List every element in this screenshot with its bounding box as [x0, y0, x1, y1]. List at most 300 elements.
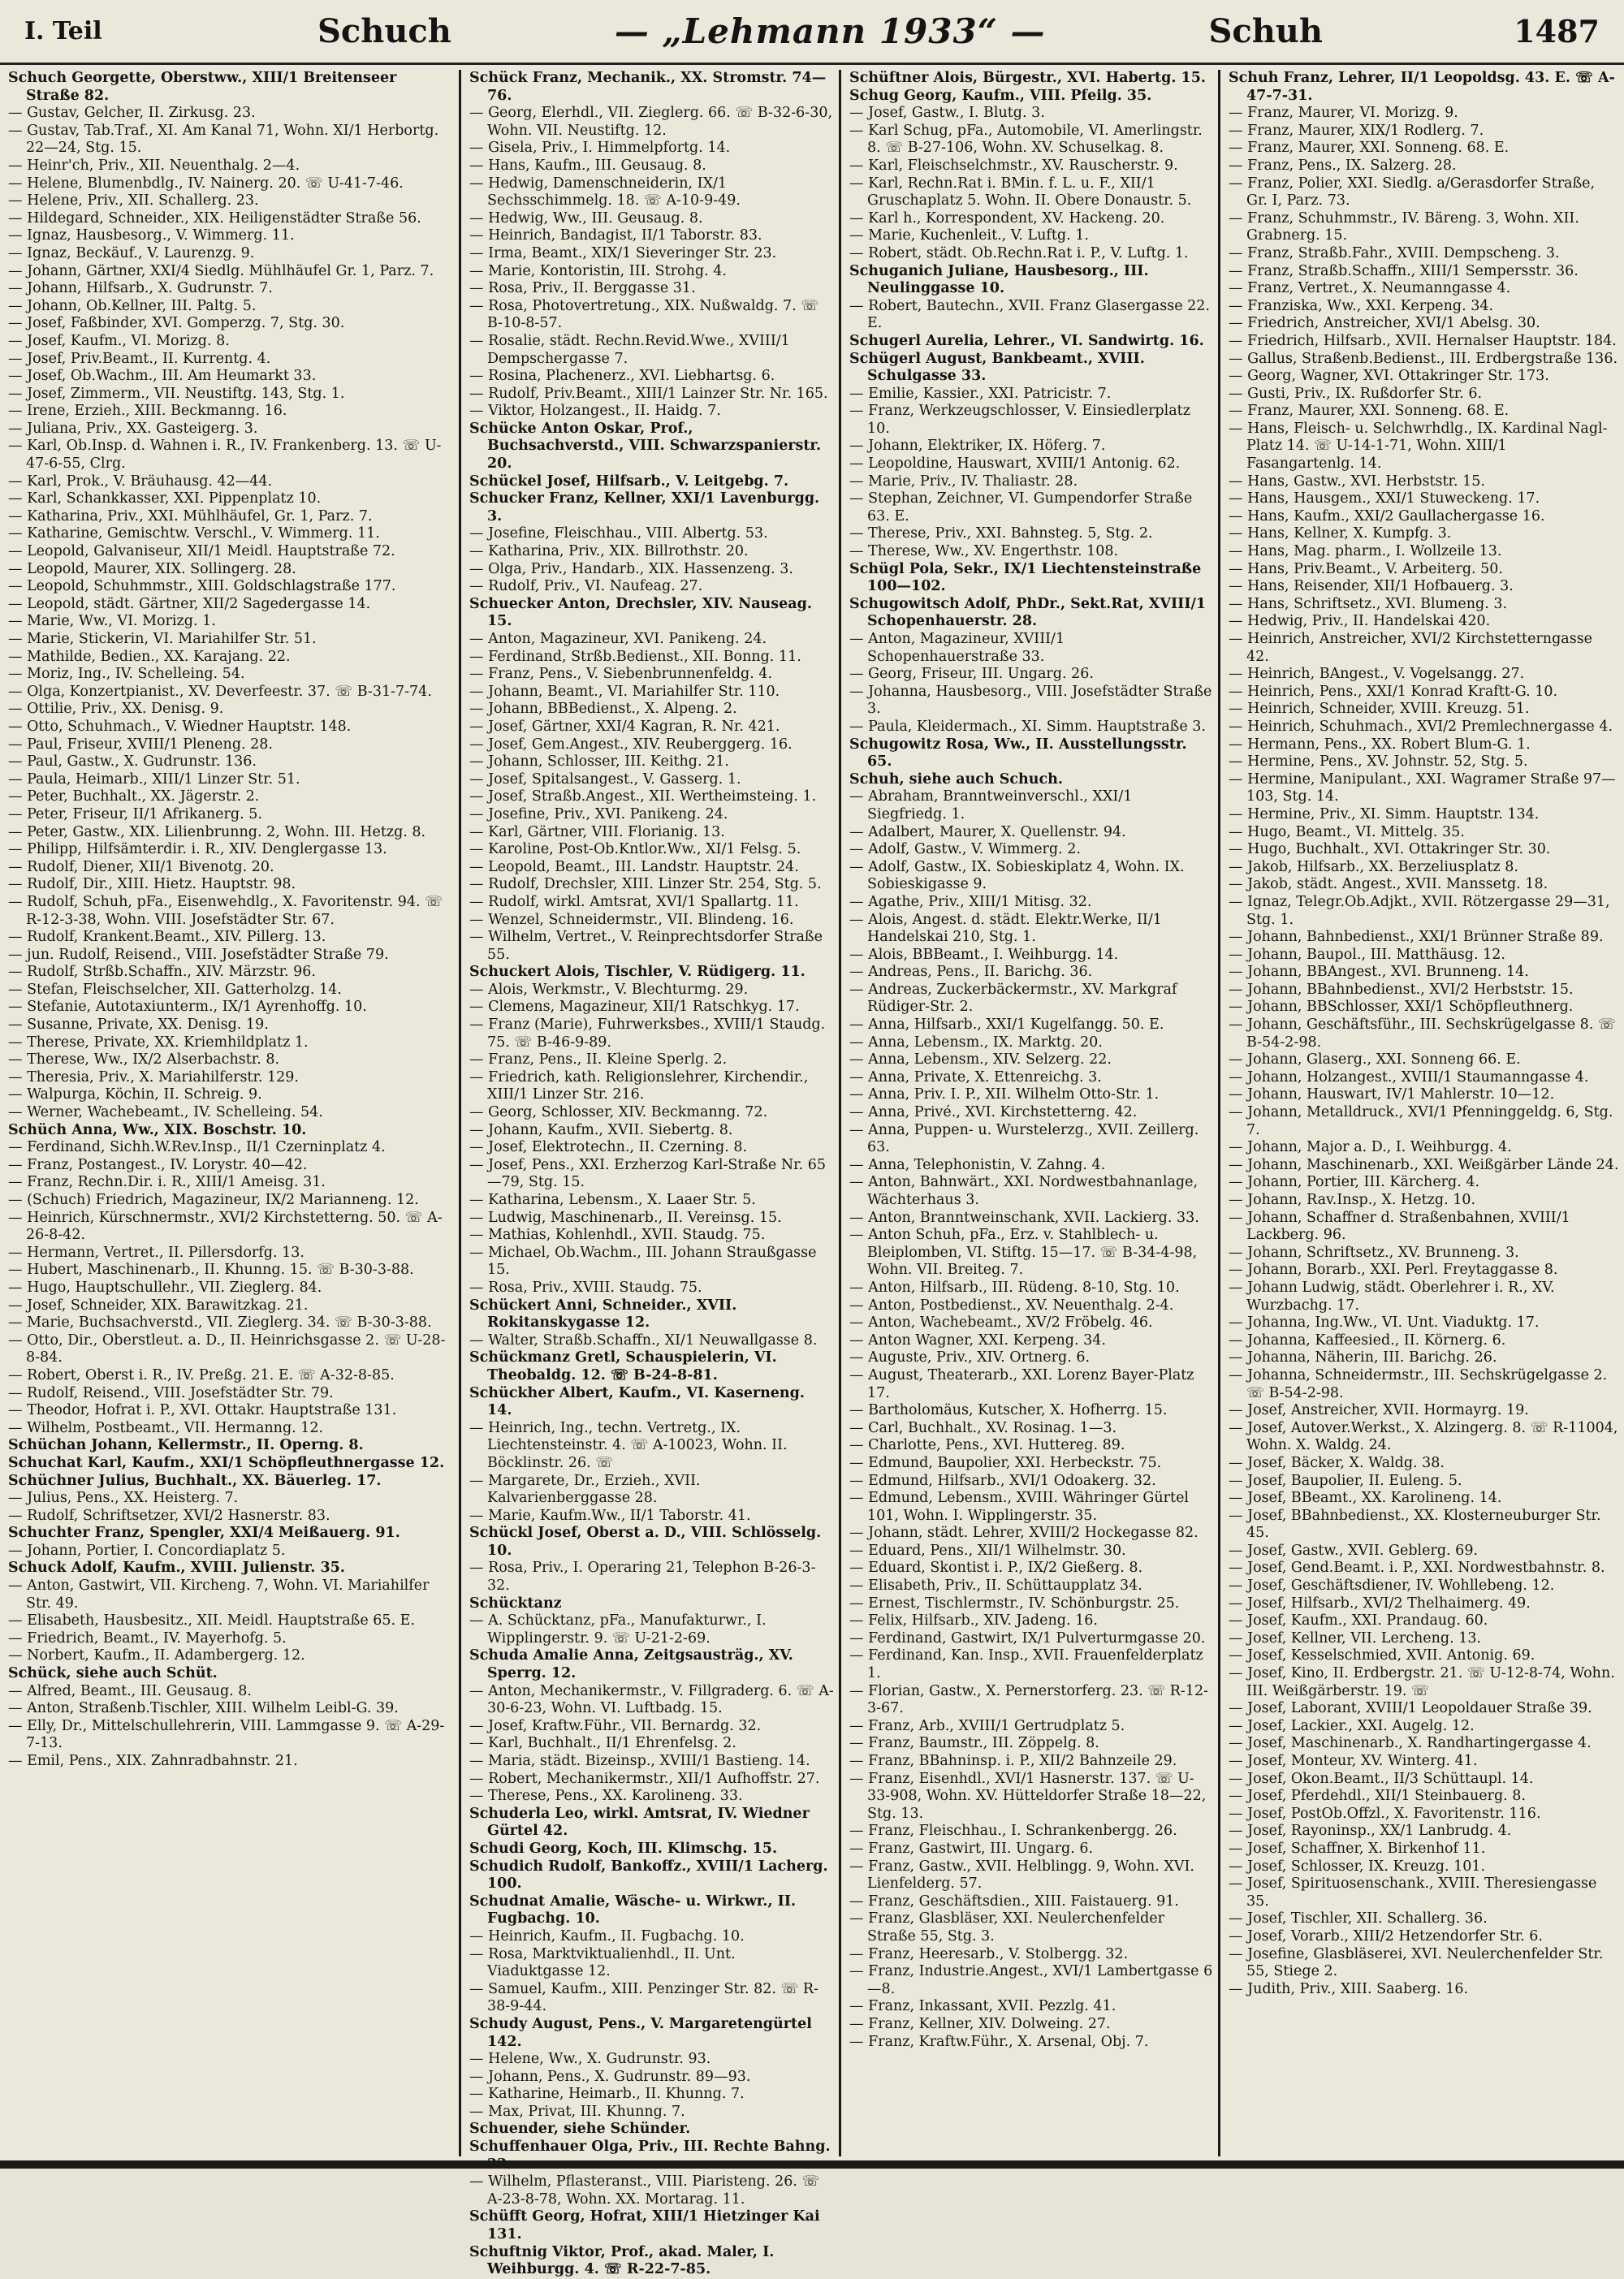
- directory-entry: — Edmund, Lebensm., XVIII. Währinger Gürtel 101, Wohn. I. Wipplingerstr. 35.: [849, 1490, 1190, 1524]
- directory-entry: — Karoline, Post-Ob.Kntlor.Ww., XI/1 Felsg. 5.: [469, 841, 801, 858]
- directory-entry: — Gisela, Priv., I. Himmelpfortg. 14.: [469, 140, 731, 157]
- directory-entry: — Karl, Ob.Insp. d. Wahnen i. R., IV. Frankenberg. 13. ☏ U-47-6-55, Clrg.: [8, 438, 442, 473]
- directory-entry: — Hedwig, Damenschneiderin, IX/1 Sechsschimmelg. 18. ☏ A-10-9-49.: [469, 175, 741, 209]
- directory-entry: — Elly, Dr., Mittelschullehrerin, VIII. Lammgasse 9. ☏ A-29-7-13.: [8, 1717, 445, 1752]
- directory-entry: — Josef, Gem.Angest., XIV. Reuberggerg. 16.: [469, 736, 793, 753]
- directory-entry: — Anna, Hilfsarb., XXI/1 Kugelfangg. 50. E.: [849, 1016, 1164, 1034]
- directory-entry: — Franz, Vertret., X. Neumanngasse 4.: [1229, 280, 1511, 297]
- directory-entry: Schüftner Alois, Bürgestr., XVI. Habertg. 15.: [849, 70, 1206, 86]
- directory-entry: — Josef, Gastw., XVII. Geblerg. 69.: [1229, 1542, 1479, 1559]
- directory-entry: — Josef, Zimmerm., VII. Neustiftg. 143, Stg. 1.: [8, 385, 345, 402]
- directory-entry: Schudy August, Pens., V. Margaretengürtel 142.: [469, 2015, 812, 2050]
- directory-entry: — Johann, Hauswart, IV/1 Mahlerstr. 10—12.: [1229, 1086, 1555, 1103]
- directory-entry: — Franz, Geschäftsdien., XIII. Faistauerg. 91.: [849, 1893, 1179, 1910]
- directory-entry: Schuck Adolf, Kaufm., XVIII. Julienstr. 35.: [8, 1560, 345, 1577]
- directory-entry: — Mathilde, Bedien., XX. Karajang. 22.: [8, 648, 291, 665]
- directory-entry: — Agathe, Priv., XIII/1 Mitisg. 32.: [849, 893, 1092, 910]
- directory-entry: — Ignaz, Telegr.Ob.Adjkt., XVII. Rötzergasse 29—31, Stg. 1.: [1229, 893, 1610, 928]
- directory-entry: — Johann, Maschinenarb., XXI. Weißgärber Lände 24.: [1229, 1156, 1619, 1173]
- directory-entry: — Stefanie, Autotaxiunterm., IX/1 Ayrenhoffg. 10.: [8, 999, 367, 1016]
- running-title: — „Lehmann 1933“ —: [614, 11, 1046, 51]
- directory-entry: — Rosa, Priv., XVIII. Staudg. 75.: [469, 1279, 702, 1296]
- directory-entry: — Ignaz, Hausbesorg., V. Wimmerg. 11.: [8, 227, 295, 244]
- part-label: I. Teil: [24, 17, 102, 45]
- directory-entry: Schuffenhauer Olga, Priv., III. Rechte Bahng.: [469, 2139, 831, 2156]
- directory-entry: — Josefine, Priv., XVI. Panikeng. 24.: [469, 805, 728, 822]
- directory-entry: — Johann, BBAngest., XVI. Brunneng. 14.: [1229, 964, 1529, 981]
- directory-entry: — Josef, Pferdehdl., XII/1 Steinbauerg. 8.: [1229, 1788, 1526, 1805]
- directory-entry: — Robert, Oberst i. R., IV. Preßg. 21. E. ☏ A-32-8-85.: [8, 1366, 395, 1383]
- directory-entry: — Josef, Maschinenarb., X. Randhartingergasse 4.: [1229, 1735, 1592, 1752]
- directory-entry: Schüchan Johann, Kellermstr., II. Operng. 8.: [8, 1437, 364, 1454]
- directory-entry: — Heinrich, BAngest., V. Vogelsangg. 27.: [1229, 666, 1525, 683]
- directory-entry: — Johanna, Schneidermstr., III. Sechskrügelgasse 2. ☏ B-54-2-98.: [1229, 1366, 1608, 1401]
- directory-entry: — Alois, BBBeamt., I. Weihburgg. 14.: [849, 946, 1119, 963]
- page-header: [0, 0, 1624, 65]
- directory-entry: — Friedrich, Beamt., IV. Mayerhofg. 5.: [8, 1629, 287, 1647]
- directory-entry: — Rudolf, Krankent.Beamt., XIV. Pillerg. 13.: [8, 929, 326, 946]
- directory-entry: Schuecker Anton, Drechsler, XIV. Nauseag. 15.: [469, 595, 812, 630]
- directory-entry: Schücktanz: [469, 1595, 562, 1612]
- directory-entry: — Paula, Heimarb., XIII/1 Linzer Str. 51.: [8, 770, 300, 788]
- directory-entry: — Stefan, Fleischselcher, XII. Gatterholzg. 14.: [8, 981, 342, 998]
- directory-entry: — Marie, Ww., VI. Morizg. 1.: [8, 613, 216, 630]
- directory-entry: — Johann, BBSchlosser, XXI/1 Schöpfleuthnerg.: [1229, 999, 1574, 1016]
- directory-entry: — Irene, Erzieh., XIII. Beckmanng. 16.: [8, 403, 287, 420]
- directory-entry: — Wenzel, Schneidermstr., VII. Blindeng. 16.: [469, 911, 794, 928]
- directory-entry: — Leopold, Beamt., III. Landstr. Hauptstr. 24.: [469, 858, 799, 875]
- directory-entry: — Max, Privat, III. Khunng. 7.: [469, 2103, 685, 2120]
- directory-entry: — Hans, Hausgem., XXI/1 Stuweckeng. 17.: [1229, 490, 1540, 507]
- directory-entry: — Helene, Blumenbdlg., IV. Nainerg. 20. ☏ U-41-7-46.: [8, 175, 404, 192]
- directory-entry: — Franz, Maurer, VI. Morizg. 9.: [1229, 105, 1458, 122]
- directory-entry: — Anton, Mechanikermstr., V. Fillgraderg. 6. ☏ A-30-6-23, Wohn. VI. Luftbadg. 15.: [469, 1682, 834, 1717]
- directory-entry: — Anton, Gastwirt, VII. Kircheng. 7, Wohn. VI. Mariahilfer Str. 49.: [8, 1578, 430, 1612]
- directory-entry: — Anton, Hilfsarb., III. Rüdeng. 8-10, Stg. 10.: [849, 1279, 1180, 1296]
- directory-columns: [0, 70, 1624, 2278]
- directory-entry: — Heinrich, Schuhmach., XVI/2 Premlechnergasse 4.: [1229, 718, 1613, 735]
- directory-entry: — Franz, Kellner, XIV. Dolweing. 27.: [849, 2015, 1111, 2032]
- directory-entry: Schuderla Leo, wirkl. Amtsrat, IV. Wiedner Gürtel 42.: [469, 1805, 810, 1840]
- directory-entry: — Josef, Spirituosenschank., XVIII. Theresiengasse 35.: [1229, 1875, 1597, 1910]
- directory-entry: — Josef, Faßbinder, XVI. Gomperzg. 7, Stg. 30.: [8, 315, 345, 332]
- directory-entry: Schuender, siehe Schünder.: [469, 2121, 691, 2138]
- directory-entry: — Johann, Metalldruck., XVI/1 Pfenninggeldg. 6, Stg. 7.: [1229, 1104, 1613, 1138]
- directory-entry: — Franz, Glasbläser, XXI. Neulerchenfelder Straße 55, Stg. 3.: [849, 1910, 1165, 1944]
- directory-entry: Schuchat Karl, Kaufm., XXI/1 Schöpfleuthnergasse 12.: [8, 1454, 445, 1471]
- directory-entry: — Hans, Kaufm., XXI/2 Gaullachergasse 16.: [1229, 507, 1545, 524]
- directory-entry: — Heinrich, Ing., techn. Vertretg., IX. Liechtensteinstr. 4. ☏ A-10023, Wohn. II. Böcklinstr. 26. ☏: [469, 1419, 788, 1471]
- directory-entry: — Therese, Pens., XX. Karolineng. 33.: [469, 1788, 743, 1805]
- column-4: [1220, 70, 1624, 2160]
- directory-entry: — Theodor, Hofrat i. P., XVI. Ottakr. Hauptstraße 131.: [8, 1402, 397, 1419]
- directory-entry: — Hugo, Beamt., VI. Mittelg. 35.: [1229, 823, 1465, 840]
- directory-entry: Schückert Anni, Schneider., XVII. Rokitanskygasse 12.: [469, 1297, 737, 1332]
- directory-entry: — Hubert, Maschinenarb., II. Khunng. 15. ☏ B-30-3-88.: [8, 1262, 414, 1279]
- directory-entry: — Marie, Kontoristin, III. Strohg. 4.: [469, 262, 727, 279]
- directory-entry: — Johann, Ob.Kellner, III. Paltg. 5.: [8, 297, 257, 314]
- directory-entry: — Ludwig, Maschinenarb., II. Vereinsg. 15.: [469, 1209, 782, 1226]
- directory-entry: — Eduard, Pens., XII/1 Wilhelmstr. 30.: [849, 1542, 1126, 1559]
- column-3: [841, 70, 1218, 2160]
- directory-entry: — Johann, Borarb., XXI. Perl. Freytaggasse 8.: [1229, 1262, 1558, 1279]
- directory-entry: — Wilhelm, Pflasteranst., VIII. Piaristeng. 26. ☏ A-23-8-78, Wohn. XX. Mortarag. 11.: [469, 2173, 820, 2208]
- directory-entry: — Rudolf, Priv., VI. Naufeag. 27.: [469, 578, 703, 595]
- directory-entry: — Johann, Schriftsetz., XV. Brunneng. 3.: [1229, 1244, 1519, 1261]
- directory-entry: — Gustav, Gelcher, II. Zirkusg. 23.: [8, 105, 256, 122]
- directory-entry: — (Schuch) Friedrich, Magazineur, IX/2 Marianneng. 12.: [8, 1192, 419, 1208]
- directory-entry: — Johann, Major a. D., I. Weihburgg. 4.: [1229, 1139, 1512, 1156]
- directory-entry: — Franz (Marie), Fuhrwerksbes., XVIII/1 Staudg. 75. ☏ B-46-9-89.: [469, 1016, 826, 1051]
- directory-entry: — Johann, Pens., X. Gudrunstr. 89—93.: [469, 2068, 751, 2085]
- directory-entry: — Juliana, Priv., XX. Gasteigerg. 3.: [8, 420, 258, 437]
- directory-entry: — Georg, Wagner, XVI. Ottakringer Str. 173.: [1229, 368, 1549, 385]
- directory-entry: Schüchner Julius, Buchhalt., XX. Bäuerleg. 17.: [8, 1472, 382, 1489]
- directory-entry: — Josef, Straßb.Angest., XII. Wertheimsteing. 1.: [469, 788, 817, 805]
- directory-entry: — Peter, Gastw., XIX. Lilienbrunng. 2, Wohn. III. Hetzg. 8.: [8, 823, 426, 840]
- directory-entry: — Rosalie, städt. Rechn.Revid.Wwe., XVIII/1 Dempschergasse 7.: [469, 332, 790, 367]
- directory-entry: — Leopold, Galvaniseur, XII/1 Meidl. Hauptstraße 72.: [8, 543, 395, 560]
- directory-entry: — Karl Schug, pFa., Automobile, VI. Amerlingstr. 8. ☏ B-27-106, Wohn. XV. Schuselkag. 8.: [849, 122, 1203, 157]
- directory-entry: — Hans, Priv.Beamt., V. Arbeiterg. 50.: [1229, 560, 1503, 577]
- directory-entry: — Olga, Priv., Handarb., XIX. Hassenzeng. 3.: [469, 560, 793, 577]
- directory-entry: — Otto, Dir., Oberstleut. a. D., II. Heinrichsgasse 2. ☏ U-28-8-84.: [8, 1332, 446, 1366]
- directory-entry: Schückl Josef, Oberst a. D., VIII. Schlösselg. 10.: [469, 1525, 822, 1559]
- directory-entry: — Hans, Mag. pharm., I. Wollzeile 13.: [1229, 543, 1502, 560]
- directory-entry: — Leopold, Schuhmmstr., XIII. Goldschlagstraße 177.: [8, 578, 396, 595]
- directory-entry: — Georg, Elerhdl., VII. Zieglerg. 66. ☏ B-32-6-30, Wohn. VII. Neustiftg. 12.: [469, 105, 833, 139]
- directory-entry: — Rosina, Plachenerz., XVI. Liebhartsg. 6.: [469, 368, 775, 385]
- directory-entry: — Franz, Pens., V. Siebenbrunnenfeldg. 4.: [469, 666, 773, 683]
- directory-entry: — Rudolf, Diener, XII/1 Bivenotg. 20.: [8, 858, 274, 875]
- directory-entry: Schückmanz Gretl, Schauspielerin, VI. Theobaldg. 12. ☏ B-24-8-81.: [469, 1349, 777, 1383]
- directory-entry: — Johann, Schlosser, III. Keithg. 21.: [469, 753, 729, 770]
- directory-entry: — Franz, Fleischhau., I. Schrankenbergg. 26.: [849, 1823, 1177, 1840]
- directory-entry: — Friedrich, kath. Religionslehrer, Kirchendir., XIII/1 Linzer Str. 216.: [469, 1068, 809, 1103]
- directory-entry: — Johann, Gärtner, XXI/4 Siedlg. Mühlhäufel Gr. 1, Parz. 7.: [8, 262, 434, 279]
- directory-entry: — Josef, Elektrotechn., II. Czerning. 8.: [469, 1139, 748, 1156]
- directory-entry: — Theresia, Priv., X. Mariahilferstr. 129.: [8, 1068, 299, 1086]
- directory-entry: — Josef, PostOb.Offzl., X. Favoritenstr. 116.: [1229, 1805, 1541, 1822]
- directory-entry: — Georg, Schlosser, XIV. Beckmanng. 72.: [469, 1104, 768, 1121]
- directory-entry: — Ignaz, Beckäuf., V. Laurenzg. 9.: [8, 244, 255, 261]
- directory-entry: — Josef, Kino, II. Erdbergstr. 21. ☏ U-12-8-74, Wohn. III. Weißgärberstr. 19. ☏: [1229, 1665, 1615, 1699]
- directory-entry: — Hans, Kaufm., III. Geusaug. 8.: [469, 157, 706, 174]
- column-1: [0, 70, 459, 2160]
- directory-entry: — Franz, Inkassant, XVII. Pezzlg. 41.: [849, 1998, 1116, 2015]
- directory-entry: — Franz, Gastw., XVII. Helblingg. 9, Wohn. XVI. Lienfelderg. 57.: [849, 1858, 1194, 1893]
- directory-entry: — Josef, Okon.Beamt., II/3 Schüttaupl. 14.: [1229, 1770, 1534, 1787]
- directory-entry: Schudnat Amalie, Wäsche- u. Wirkwr., II. Fugbachg. 10.: [469, 1893, 797, 1927]
- directory-entry: — Franz, Pens., IX. Salzerg. 28.: [1229, 157, 1457, 174]
- directory-entry: — Franz, Maurer, XIX/1 Rodlerg. 7.: [1229, 122, 1484, 139]
- directory-entry: — Auguste, Priv., XIV. Ortnerg. 6.: [849, 1349, 1091, 1366]
- directory-entry: — Josef, Ob.Wachm., III. Am Heumarkt 33.: [8, 368, 317, 385]
- directory-entry: — Josef, Schlosser, IX. Kreuzg. 101.: [1229, 1858, 1486, 1875]
- directory-entry: — Marie, Buchsachverstd., VII. Zieglerg. 34. ☏ B-30-3-88.: [8, 1314, 432, 1332]
- directory-entry: — Anna, Priv. I. P., XII. Wilhelm Otto-Str. 1.: [849, 1086, 1160, 1103]
- directory-entry: — Michael, Ob.Wachm., III. Johann Straußgasse 15.: [469, 1244, 817, 1279]
- directory-entry: — Johann, Kaufm., XVII. Siebertg. 8.: [469, 1121, 733, 1138]
- directory-entry: — Paul, Friseur, XVIII/1 Pleneng. 28.: [8, 736, 273, 753]
- directory-entry: — Josef, Gastw., I. Blutg. 3.: [849, 105, 1045, 122]
- directory-entry: — Josef, Pens., XXI. Erzherzog Karl-Straße Nr. 65—79, Stg. 15.: [469, 1156, 827, 1191]
- directory-entry: — Hans, Schriftsetz., XVI. Blumeng. 3.: [1229, 595, 1508, 612]
- directory-entry: Schück, siehe auch Schüt.: [8, 1665, 218, 1682]
- directory-entry: — Georg, Friseur, III. Ungarg. 26.: [849, 666, 1094, 683]
- directory-entry: — Emil, Pens., XIX. Zahnradbahnstr. 21.: [8, 1753, 298, 1769]
- directory-entry: — Susanne, Private, XX. Denisg. 19.: [8, 1016, 269, 1034]
- directory-entry: — Heinrich, Kaufm., II. Fugbachg. 10.: [469, 1927, 745, 1944]
- directory-entry: — Rosa, Priv., I. Operaring 21, Telephon B-26-3-32.: [469, 1560, 816, 1595]
- directory-entry: — Therese, Ww., XV. Engerthstr. 108.: [849, 543, 1119, 560]
- directory-entry: — Adolf, Gastw., V. Wimmerg. 2.: [849, 841, 1081, 858]
- directory-entry: — Walter, Straßb.Schaffn., XI/1 Neuwallgasse 8.: [469, 1332, 818, 1349]
- directory-entry: — Irma, Beamt., XIX/1 Sieveringer Str. 23.: [469, 244, 777, 261]
- directory-entry: Schuftnig Viktor, Prof., akad. Maler, I. Weihburgg. 4. ☏ R-22-7-85.: [469, 2243, 775, 2278]
- directory-entry: — Franz, Heeresarb., V. Stolbergg. 32.: [849, 1945, 1129, 1962]
- directory-entry: — Felix, Hilfsarb., XIV. Jadeng. 16.: [849, 1612, 1098, 1629]
- directory-entry: — Charlotte, Pens., XVI. Huttereg. 89.: [849, 1437, 1125, 1454]
- directory-entry: — Adolf, Gastw., IX. Sobieskiplatz 4, Wohn. IX. Sobieskigasse 9.: [849, 858, 1185, 893]
- directory-entry: — Gusti, Priv., IX. Rußdorfer Str. 6.: [1229, 385, 1483, 402]
- directory-entry: Schugerl Aurelia, Lehrer., VI. Sandwirtg. 16.: [849, 332, 1204, 349]
- directory-entry: — Therese, Priv., XXI. Bahnsteg. 5, Stg. 2.: [849, 525, 1153, 542]
- directory-entry: — Elisabeth, Hausbesitz., XII. Meidl. Hauptstraße 65. E.: [8, 1612, 416, 1629]
- directory-entry: — Ferdinand, Strßb.Bedienst., XII. Bonng. 11.: [469, 648, 801, 665]
- directory-entry: — Karl, Schankkasser, XXI. Pippenplatz 10.: [8, 490, 322, 507]
- directory-entry: — Ottilie, Priv., XX. Denisg. 9.: [8, 701, 224, 718]
- directory-entry: — Anna, Private, X. Ettenreichg. 3.: [849, 1068, 1102, 1086]
- directory-entry: — Franz, Straßb.Fahr., XVIII. Dempscheng. 3.: [1229, 244, 1560, 261]
- directory-entry: Schugowitsch Adolf, PhDr., Sekt.Rat, XVIII/1 Schopenhauerstr. 28.: [849, 595, 1207, 630]
- directory-entry: Schuch Georgette, Oberstww., XIII/1 Breitenseer Straße 82.: [8, 70, 397, 104]
- directory-entry: Schuh Franz, Lehrer, II/1 Leopoldsg. 43. E. ☏ A-47-7-31.: [1229, 70, 1615, 104]
- directory-entry: — Katharina, Priv., XXI. Mühlhäufel, Gr. 1, Parz. 7.: [8, 507, 373, 524]
- directory-entry: — Hildegard, Schneider., XIX. Heiligenstädter Straße 56.: [8, 209, 421, 227]
- directory-entry: — Franz, Postangest., IV. Lorystr. 40—42.: [8, 1156, 308, 1173]
- directory-entry: Schuh, siehe auch Schuch.: [849, 770, 1063, 788]
- directory-entry: — Anton, Straßenb.Tischler, XIII. Wilhelm Leibl-G. 39.: [8, 1700, 399, 1717]
- directory-entry: — Johann, Holzangest., XVIII/1 Staumanngasse 4.: [1229, 1068, 1589, 1086]
- directory-entry: — Franz, Rechn.Dir. i. R., XIII/1 Ameisg. 31.: [8, 1174, 326, 1191]
- directory-entry: — Johann, Bahnbedienst., XXI/1 Brünner Straße 89.: [1229, 929, 1604, 946]
- directory-entry: — Werner, Wachebeamt., IV. Schelleing. 54.: [8, 1104, 323, 1121]
- directory-entry: — Alois, Werkmstr., V. Blechturmg. 29.: [469, 981, 749, 998]
- directory-entry: Schug Georg, Kaufm., VIII. Pfeilg. 35.: [849, 87, 1152, 104]
- directory-entry: — Friedrich, Hilfsarb., XVII. Hernalser Hauptstr. 184.: [1229, 332, 1617, 349]
- directory-entry: — Heinrich, Bandagist, II/1 Taborstr. 83.: [469, 227, 762, 244]
- directory-entry: — Olga, Konzertpianist., XV. Deverfeestr. 37. ☏ B-31-7-74.: [8, 683, 432, 700]
- directory-entry: — Walpurga, Köchin, II. Schreig. 9.: [8, 1086, 262, 1103]
- directory-entry: — Marie, Kaufm.Ww., II/1 Taborstr. 41.: [469, 1507, 751, 1524]
- directory-entry: — Anton Wagner, XXI. Kerpeng. 34.: [849, 1332, 1106, 1349]
- directory-entry: — Franz, Werkzeugschlosser, V. Einsiedlerplatz 10.: [849, 403, 1190, 437]
- directory-entry: — Heinrich, Schneider, XVIII. Kreuzg. 51.: [1229, 701, 1530, 718]
- directory-entry: — Josef, Autover.Werkst., X. Alzingerg. 8. ☏ R-11004, Wohn. X. Waldg. 24.: [1229, 1419, 1618, 1454]
- directory-entry: Schudich Rudolf, Bankoffz., XVIII/1 Lacherg. 100.: [469, 1858, 828, 1893]
- directory-entry: — Hans, Fleisch- u. Selchwrhdlg., IX. Kardinal Nagl-Platz 14. ☏ U-14-1-71, Wohn. XIII/1 Fasangartenlg. 14.: [1229, 420, 1608, 473]
- directory-entry: Schucker Franz, Kellner, XXI/1 Lavenburgg. 3.: [469, 490, 820, 524]
- directory-entry: — Emilie, Kassier., XXI. Patricistr. 7.: [849, 385, 1112, 402]
- directory-entry: Schücke Anton Oskar, Prof., Buchsachverstd., VIII. Schwarzspanierstr. 20.: [469, 420, 822, 473]
- directory-entry: Schuganich Juliane, Hausbesorg., III. Neulinggasse 10.: [849, 262, 1149, 297]
- directory-entry: — Rosa, Marktviktualienhdl., II. Unt. Viaduktgasse 12.: [469, 1945, 736, 1980]
- directory-entry: Schückel Josef, Hilfsarb., V. Leitgebg. 7.: [469, 473, 789, 490]
- directory-entry: — Heinrich, Kürschnermstr., XVI/2 Kirchstetterng. 50. ☏ A-26-8-42.: [8, 1209, 443, 1244]
- directory-entry: — Josef, Hilfsarb., XVI/2 Thelhaimerg. 49.: [1229, 1595, 1531, 1612]
- directory-entry: — Josef, Rayoninsp., XX/1 Lanbrudg. 4.: [1229, 1823, 1512, 1840]
- bottom-border: [0, 2160, 1624, 2169]
- directory-entry: — Franz, Schuhmmstr., IV. Bäreng. 3, Wohn. XII. Grabnerg. 15.: [1229, 209, 1579, 244]
- directory-entry: — Johanna, Kaffeesied., II. Körnerg. 6.: [1229, 1332, 1506, 1349]
- directory-entry: — Johann, BBBedienst., X. Alpeng. 2.: [469, 701, 737, 718]
- directory-entry: — Wilhelm, Vertret., V. Reinprechtsdorfer Straße 55.: [469, 929, 823, 963]
- directory-entry: — Josef, Kellner, VII. Lercheng. 13.: [1229, 1629, 1482, 1647]
- directory-entry: — Josef, Spitalsangest., V. Gasserg. 1.: [469, 770, 741, 788]
- directory-entry: — Robert, Bautechn., XVII. Franz Glasergasse 22. E.: [849, 297, 1210, 332]
- directory-entry: — Maria, städt. Bizeinsp., XVIII/1 Bastieng. 14.: [469, 1753, 810, 1769]
- directory-entry: — Marie, Kuchenleit., V. Luftg. 1.: [849, 227, 1089, 244]
- directory-entry: Schügerl August, Bankbeamt., XVIII. Schulgasse 33.: [849, 350, 1145, 385]
- directory-entry: — Josef, Baupolier, II. Euleng. 5.: [1229, 1472, 1462, 1489]
- directory-entry: — Marie, Stickerin, VI. Mariahilfer Str. 51.: [8, 631, 317, 647]
- directory-entry: — Josef, Kaufm., VI. Morizg. 8.: [8, 332, 230, 349]
- directory-entry: — Johann, Portier, III. Kärcherg. 4.: [1229, 1174, 1480, 1191]
- page-number: 1487: [1514, 13, 1600, 50]
- directory-entry: — Franz, Maurer, XXI. Sonneng. 68. E.: [1229, 140, 1510, 157]
- directory-entry: — jun. Rudolf, Reisend., VIII. Josefstädter Straße 79.: [8, 946, 389, 963]
- directory-entry: — Franz, Eisenhdl., XVI/1 Hasnerstr. 137. ☏ U-33-908, Wohn. XV. Hütteldorfer Straße 18—22, Stg. 13.: [849, 1770, 1207, 1822]
- directory-entry: — Johann, Geschäftsführ., III. Sechskrügelgasse 8. ☏ B-54-2-98.: [1229, 1016, 1616, 1051]
- directory-entry: — Andreas, Zuckerbäckermstr., XV. Markgraf Rüdiger-Str. 2.: [849, 981, 1177, 1016]
- directory-entry: — Edmund, Baupolier, XXI. Herbeckstr. 75.: [849, 1454, 1162, 1471]
- directory-entry: — Karl, Prok., V. Bräuhausg. 42—44.: [8, 473, 273, 490]
- directory-entry: — Franz, BBahninsp. i. P., XII/2 Bahnzeile 29.: [849, 1753, 1177, 1769]
- directory-entry: — Jakob, Hilfsarb., XX. Berzeliusplatz 8.: [1229, 858, 1518, 875]
- directory-entry: — Josef, Schaffner, X. Birkenhof 11.: [1229, 1840, 1486, 1857]
- directory-entry: Schüfft Georg, Hofrat, XIII/1 Hietzinger Kai 131.: [469, 2208, 820, 2243]
- directory-entry: — Peter, Friseur, II/1 Afrikanerg. 5.: [8, 805, 262, 822]
- directory-entry: — Robert, städt. Ob.Rechn.Rat i. P., V. Luftg. 1.: [849, 244, 1189, 261]
- directory-entry: — Franz, Arb., XVIII/1 Gertrudplatz 5.: [849, 1717, 1125, 1734]
- directory-entry: — Franz, Gastwirt, III. Ungarg. 6.: [849, 1840, 1094, 1857]
- directory-entry: Schuchter Franz, Spengler, XXI/4 Meißauerg. 91.: [8, 1525, 400, 1542]
- right-guide-word: Schuh: [1208, 12, 1323, 50]
- directory-entry: — Heinrich, Pens., XXI/1 Konrad Kraftt-G. 10.: [1229, 683, 1558, 700]
- directory-entry: Schügl Pola, Sekr., IX/1 Liechtensteinstraße 100—102.: [849, 560, 1202, 595]
- directory-entry: — Rudolf, Dir., XIII. Hietz. Hauptstr. 98.: [8, 876, 296, 893]
- directory-entry: — Johann, Rav.Insp., X. Hetzg. 10.: [1229, 1192, 1476, 1208]
- directory-entry: — Josef, Gärtner, XXI/4 Kagran, R. Nr. 421.: [469, 718, 780, 735]
- directory-entry: — Alois, Angest. d. städt. Elektr.Werke, II/1 Handelskai 210, Stg. 1.: [849, 911, 1162, 946]
- directory-entry: — Hermann, Vertret., II. Pillersdorfg. 13.: [8, 1244, 304, 1261]
- directory-entry: — Elisabeth, Priv., II. Schüttaupplatz 34.: [849, 1578, 1142, 1595]
- directory-entry: — Hermine, Priv., XI. Simm. Hauptstr. 134.: [1229, 805, 1540, 822]
- directory-entry: — Josef, Gend.Beamt. i. P., XXI. Nordwestbahnstr. 8.: [1229, 1560, 1605, 1577]
- directory-entry: — Rudolf, Reisend., VIII. Josefstädter Str. 79.: [8, 1384, 334, 1401]
- directory-entry: — Katharina, Lebensm., X. Laaer Str. 5.: [469, 1192, 756, 1208]
- directory-entry: — Rudolf, Schuh, pFa., Eisenwehdlg., X. Favoritenstr. 94. ☏ R-12-3-38, Wohn. VIII. Josefstädter Str. 67.: [8, 893, 443, 928]
- directory-entry: — Hermine, Manipulant., XXI. Wagramer Straße 97—103, Stg. 14.: [1229, 770, 1616, 805]
- directory-entry: — Johann, Portier, I. Concordiaplatz 5.: [8, 1542, 286, 1559]
- directory-entry: — Karl, Rechn.Rat i. BMin. f. L. u. F., XII/1 Gruschaplatz 5. Wohn. II. Obere Donaustr. 5.: [849, 175, 1192, 209]
- directory-entry: — Helene, Priv., XII. Schallerg. 23.: [8, 192, 259, 209]
- directory-entry: — Jakob, städt. Angest., XVII. Manssetg. 18.: [1229, 876, 1548, 893]
- directory-entry: — Anton, Postbedienst., XV. Neuenthalg. 2-4.: [849, 1297, 1174, 1314]
- directory-entry: — Ferdinand, Gastwirt, IX/1 Pulverturmgasse 20.: [849, 1629, 1206, 1647]
- directory-entry: — Franz, Pens., II. Kleine Sperlg. 2.: [469, 1051, 728, 1068]
- directory-entry: — Hans, Gastw., XVI. Herbststr. 15.: [1229, 473, 1485, 490]
- directory-entry: — Judith, Priv., XIII. Saaberg. 16.: [1229, 1980, 1469, 1997]
- directory-entry: — Franz, Industrie.Angest., XVI/1 Lambertgasse 6—8.: [849, 1963, 1213, 1997]
- directory-entry: — Johanna, Hausbesorg., VIII. Josefstädter Straße 3.: [849, 683, 1212, 718]
- directory-entry: — Karl, Gärtner, VIII. Florianig. 13.: [469, 823, 725, 840]
- directory-entry: — Paula, Kleidermach., XI. Simm. Hauptstraße 3.: [849, 718, 1206, 735]
- directory-entry: — Abraham, Branntweinverschl., XXI/1 Siegfriedg. 1.: [849, 788, 1133, 822]
- directory-entry: — Johann, Baupol., III. Matthäusg. 12.: [1229, 946, 1505, 963]
- directory-entry: — August, Theaterarb., XXI. Lorenz Bayer-Platz 17.: [849, 1366, 1194, 1401]
- directory-entry: — Rudolf, wirkl. Amtsrat, XVI/1 Spallartg. 11.: [469, 893, 799, 910]
- directory-entry: — Johann, Glaserg., XXI. Sonneng 66. E.: [1229, 1051, 1521, 1068]
- directory-entry: — Franz, Polier, XXI. Siedlg. a/Gerasdorfer Straße, Gr. I, Parz. 73.: [1229, 175, 1596, 209]
- directory-entry: — Rudolf, Priv.Beamt., XIII/1 Lainzer Str. Nr. 165.: [469, 385, 828, 402]
- directory-entry: — Franziska, Ww., XXI. Kerpeng. 34.: [1229, 297, 1494, 314]
- directory-entry: — Samuel, Kaufm., XIII. Penzinger Str. 82. ☏ R-38-9-44.: [469, 1980, 818, 2015]
- directory-entry: Schückher Albert, Kaufm., VI. Kaserneng. 14.: [469, 1384, 805, 1419]
- directory-entry: — Josef, Lackier., XXI. Augelg. 12.: [1229, 1717, 1475, 1734]
- directory-entry: — Josef, Vorarb., XIII/2 Hetzendorfer Str. 6.: [1229, 1927, 1543, 1944]
- directory-entry: — Rosa, Photovertretung., XIX. Nußwaldg. 7. ☏ B-10-8-57.: [469, 297, 819, 332]
- directory-entry: — Carl, Buchhalt., XV. Rosinag. 1—3.: [849, 1419, 1117, 1436]
- directory-entry: — Hans, Reisender, XII/1 Hofbauerg. 3.: [1229, 578, 1514, 595]
- directory-entry: — Julius, Pens., XX. Heisterg. 7.: [8, 1490, 239, 1507]
- directory-entry: — Hermine, Pens., XV. Johnstr. 52, Stg. 5.: [1229, 753, 1528, 770]
- directory-entry: — Wilhelm, Postbeamt., VII. Hermanng. 12.: [8, 1419, 324, 1436]
- directory-entry: — Leopold, städt. Gärtner, XII/2 Sagedergasse 14.: [8, 595, 371, 612]
- directory-entry: — Hedwig, Priv., II. Handelskai 420.: [1229, 613, 1491, 630]
- directory-entry: Schuckert Alois, Tischler, V. Rüdigerg. 11.: [469, 964, 806, 981]
- directory-entry: — Rosa, Priv., II. Berggasse 31.: [469, 280, 696, 297]
- directory-entry: — Anton, Magazineur, XVIII/1 Schopenhauerstraße 33.: [849, 631, 1065, 665]
- directory-entry: — Mathias, Kohlenhdl., XVII. Staudg. 75.: [469, 1227, 766, 1244]
- directory-entry: — Marie, Priv., IV. Thaliastr. 28.: [849, 473, 1078, 490]
- directory-entry: — A. Schücktanz, pFa., Manufakturwr., I. Wipplingerstr. 9. ☏ U-21-2-69.: [469, 1612, 767, 1647]
- directory-entry: — Anton, Bahnwärt., XXI. Nordwestbahnanlage, Wächterhaus 3.: [849, 1174, 1199, 1208]
- directory-entry: — Heinrich, Anstreicher, XVI/2 Kirchstetterngasse 42.: [1229, 631, 1593, 665]
- directory-entry: Schuda Amalie Anna, Zeitgsausträg., XV. Sperrg. 12.: [469, 1647, 793, 1682]
- directory-entry: — Johann, städt. Lehrer, XVIII/2 Hockegasse 82.: [849, 1525, 1199, 1542]
- directory-entry: — Ferdinand, Kan. Insp., XVII. Frauenfelderplatz 1.: [849, 1647, 1203, 1682]
- directory-entry: — Anna, Privé., XVI. Kirchstetterng. 42.: [849, 1104, 1138, 1121]
- directory-entry: Schugowitz Rosa, Ww., II. Ausstellungsstr. 65.: [849, 736, 1187, 770]
- directory-entry: — Anna, Puppen- u. Wurstelerzg., XVII. Zeillerg. 63.: [849, 1121, 1199, 1156]
- directory-entry: — Moriz, Ing., IV. Schelleing. 54.: [8, 666, 245, 683]
- directory-entry: — Josef, Bäcker, X. Waldg. 38.: [1229, 1454, 1445, 1471]
- directory-entry: Schudi Georg, Koch, III. Klimschg. 15.: [469, 1840, 778, 1857]
- directory-entry: — Johann, BBahnbedienst., XVI/2 Herbststr. 15.: [1229, 981, 1574, 998]
- directory-entry: — Katharina, Priv., XIX. Billrothstr. 20.: [469, 543, 749, 560]
- directory-entry: — Leopold, Maurer, XIX. Sollingerg. 28.: [8, 560, 296, 577]
- directory-entry: — Hugo, Buchhalt., XVI. Ottakringer Str. 30.: [1229, 841, 1551, 858]
- directory-entry: — Josef, Kesselschmied, XVII. Antonig. 69.: [1229, 1647, 1535, 1664]
- directory-entry: — Franz, Kraftw.Führ., X. Arsenal, Obj. 7.: [849, 2033, 1149, 2050]
- directory-entry: — Stephan, Zeichner, VI. Gumpendorfer Straße 63. E.: [849, 490, 1193, 524]
- directory-entry: — Anna, Lebensm., XIV. Selzerg. 22.: [849, 1051, 1112, 1068]
- directory-entry: — Josef, Kaufm., XXI. Prandaug. 60.: [1229, 1612, 1488, 1629]
- directory-entry: — Josef, Priv.Beamt., II. Kurrentg. 4.: [8, 350, 271, 367]
- directory-entry: — Josefine, Fleischhau., VIII. Albertg. 53.: [469, 525, 768, 542]
